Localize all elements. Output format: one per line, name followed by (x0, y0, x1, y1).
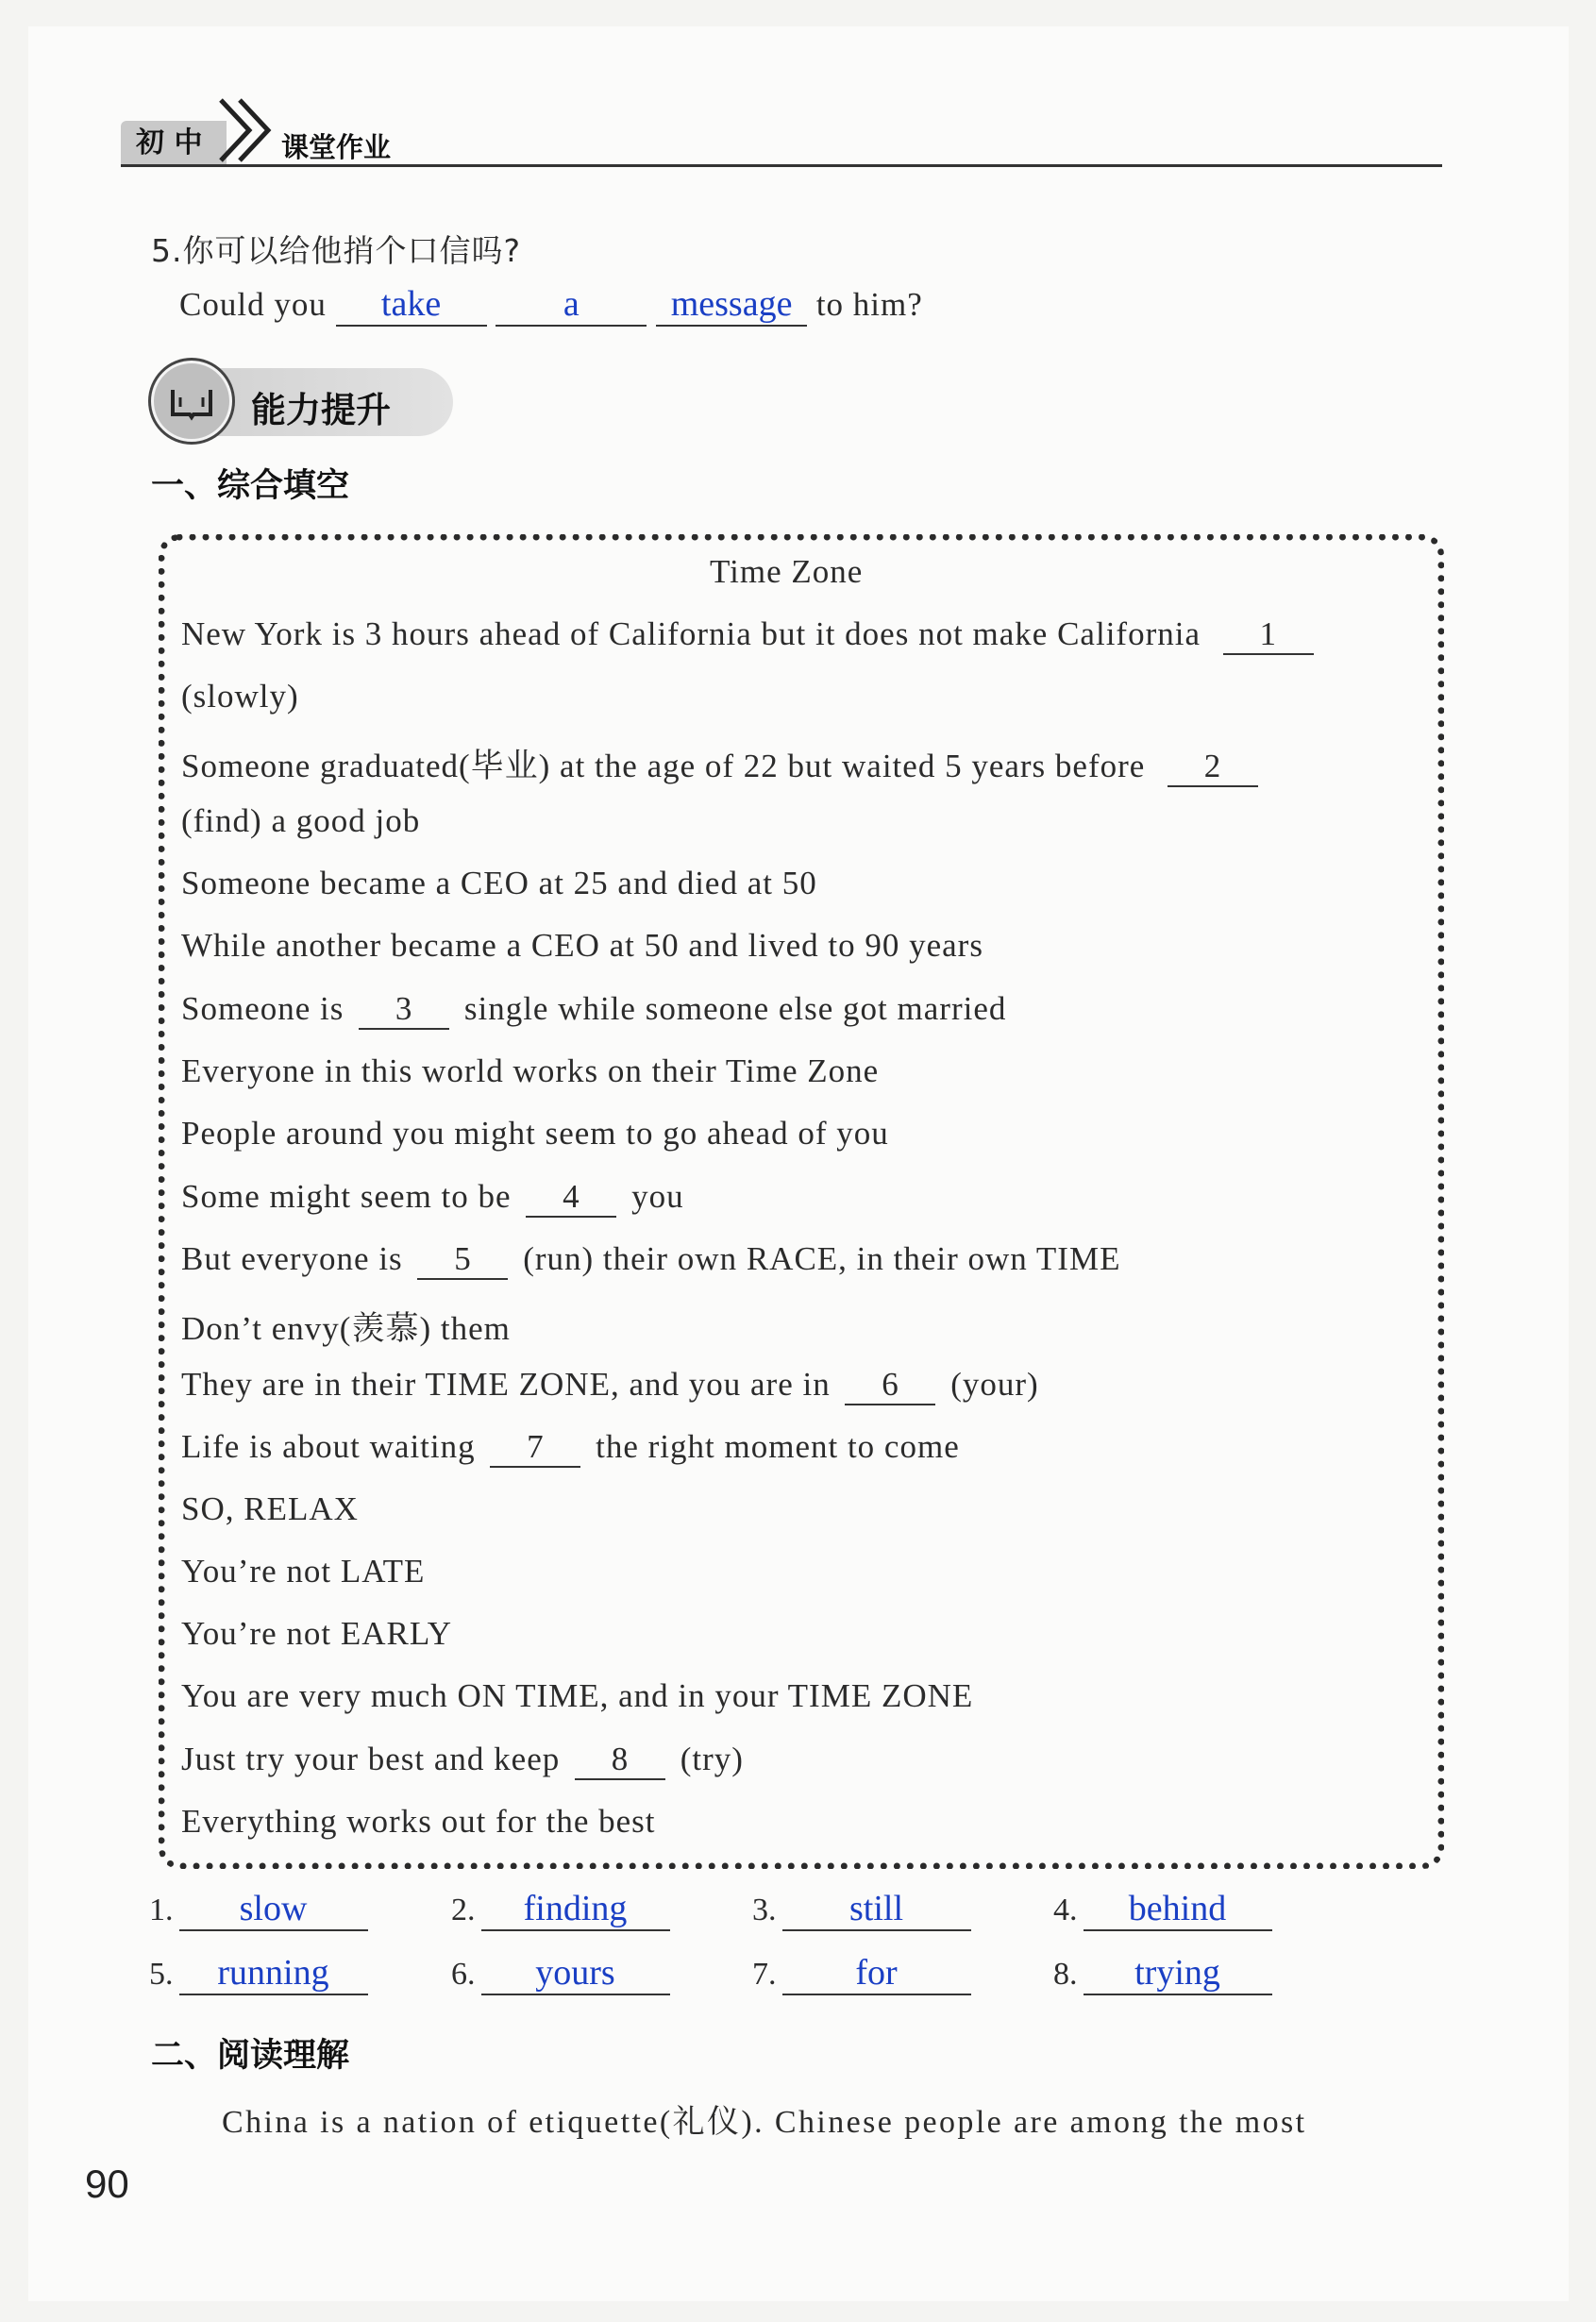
passage-text: Someone became a CEO at 25 and died at 50 (181, 865, 817, 901)
answer-number: 6. (451, 1957, 476, 1992)
passage-line (181, 865, 817, 902)
passage-line (181, 1052, 879, 1090)
answer-item (1053, 1952, 1272, 1995)
book-icon (151, 361, 232, 442)
answer-text: running (217, 1953, 329, 1993)
answer-blank (782, 1888, 971, 1931)
answer-blank (179, 1888, 368, 1931)
passage-text-after: (your) (950, 1366, 1039, 1403)
passage-line (181, 1741, 744, 1780)
header-rule (121, 164, 1442, 167)
passage-line (181, 1115, 889, 1153)
passage-text-after: (try) (680, 1741, 744, 1777)
answer-item (149, 1952, 368, 1995)
q5-answer-3: message (670, 284, 793, 324)
answer-text: slow (239, 1889, 308, 1928)
passage-text: Some might seem to be (181, 1178, 512, 1215)
answer-number: 1. (149, 1893, 174, 1927)
reading-first-line: China is a nation of etiquette(礼仪). Chinese people are among the most (222, 2105, 1307, 2140)
q5-sentence (179, 283, 923, 327)
passage-line (181, 740, 1408, 787)
passage-text: People around you might seem to go ahead of you (181, 1115, 889, 1152)
passage-text: Just try your best and keep (181, 1741, 561, 1777)
passage-text: SO, RELAX (181, 1490, 359, 1527)
blank-2: 2 (1168, 748, 1258, 787)
answer-blank (481, 1888, 670, 1931)
blank-7: 7 (490, 1428, 580, 1468)
passage-line (181, 1303, 511, 1350)
passage-line (181, 1240, 1120, 1280)
passage-text: Everyone in this world works on their Time Zone (181, 1052, 880, 1089)
passage-text: They are in their TIME ZONE, and you are in (181, 1366, 831, 1403)
blank-4: 4 (526, 1178, 616, 1218)
answer-text: trying (1134, 1953, 1220, 1993)
answer-number: 2. (451, 1893, 476, 1927)
passage-line (181, 678, 299, 715)
answer-item (451, 1952, 670, 1995)
answer-number: 5. (149, 1957, 174, 1992)
answer-text: still (848, 1889, 904, 1928)
answer-blank (782, 1952, 971, 1995)
passage-text: You are very much ON TIME, and in your TIME ZONE (181, 1677, 974, 1714)
passage-line (181, 1366, 1039, 1405)
blank-1: 1 (1223, 615, 1314, 655)
answer-item (451, 1888, 670, 1931)
passage-text: Someone graduated(毕业) at the age of 22 but waited 5 years before (181, 748, 1146, 784)
answer-text: behind (1128, 1889, 1227, 1928)
part-2-heading: 二、阅读理解 (151, 2037, 350, 2075)
header-title: 课堂作业 (281, 131, 392, 163)
passage-text-after: you (631, 1178, 684, 1215)
passage-line (181, 1428, 960, 1468)
answer-text: finding (523, 1889, 628, 1928)
passage-line (181, 1490, 359, 1528)
q5-answer-1: take (380, 284, 442, 324)
passage-text-after: the right moment to come (596, 1428, 960, 1465)
passage-text: While another became a CEO at 50 and lived to 90 years (181, 927, 983, 964)
passage-text-after: (run) their own RACE, in their own TIME (523, 1240, 1121, 1277)
answer-item (1053, 1888, 1272, 1931)
passage-line (181, 615, 1408, 655)
passage-text: Life is about waiting (181, 1428, 476, 1465)
passage-text: Someone is (181, 990, 344, 1027)
answer-number: 3. (752, 1893, 777, 1927)
answer-blank (1084, 1952, 1272, 1995)
double-chevron-icon (213, 93, 279, 168)
answer-number: 8. (1053, 1957, 1078, 1992)
part-1-heading: 一、综合填空 (151, 467, 350, 505)
passage-text-after: single while someone else got married (463, 990, 1007, 1027)
blank-3: 3 (359, 990, 449, 1030)
passage-text: Don’t envy(羡慕) them (181, 1310, 511, 1347)
header-level-tag: 初 中 (121, 121, 227, 166)
answer-text: for (855, 1953, 898, 1993)
blank-8: 8 (575, 1741, 665, 1780)
passage-line (181, 990, 1006, 1030)
answer-number: 4. (1053, 1893, 1078, 1927)
passage-text: Everything works out for the best (181, 1803, 656, 1840)
passage-line (181, 1803, 656, 1841)
answer-item (752, 1952, 971, 1995)
passage-line (181, 1553, 425, 1590)
passage-title: Time Zone (710, 553, 864, 590)
q5-prompt: 5.你可以给他捎个口信吗? (151, 232, 522, 269)
passage-line (181, 927, 983, 965)
section-badge-label: 能力提升 (251, 390, 391, 430)
passage-text: (slowly) (181, 678, 299, 715)
passage-text: But everyone is (181, 1240, 403, 1277)
passage-text: (find) a good job (181, 802, 421, 839)
q5-end: to him? (815, 286, 923, 323)
answer-blank (1084, 1888, 1272, 1931)
passage-line (181, 802, 420, 840)
page-number: 90 (85, 2162, 129, 2206)
q5-answer-2: a (563, 284, 580, 324)
answer-blank (481, 1952, 670, 1995)
answer-item (149, 1888, 368, 1931)
answer-blank (179, 1952, 368, 1995)
blank-6: 6 (845, 1366, 935, 1405)
passage-text: You’re not EARLY (181, 1615, 452, 1652)
passage-line (181, 1615, 452, 1653)
answer-item (752, 1888, 971, 1931)
q5-start: Could you (179, 286, 327, 323)
blank-5: 5 (417, 1240, 508, 1280)
answer-number: 7. (752, 1957, 777, 1992)
passage-line (181, 1178, 684, 1218)
passage-line (181, 1677, 973, 1715)
passage-text: New York is 3 hours ahead of California but it does not make California (181, 615, 1201, 652)
answer-text: yours (535, 1953, 615, 1993)
passage-text: You’re not LATE (181, 1553, 426, 1590)
